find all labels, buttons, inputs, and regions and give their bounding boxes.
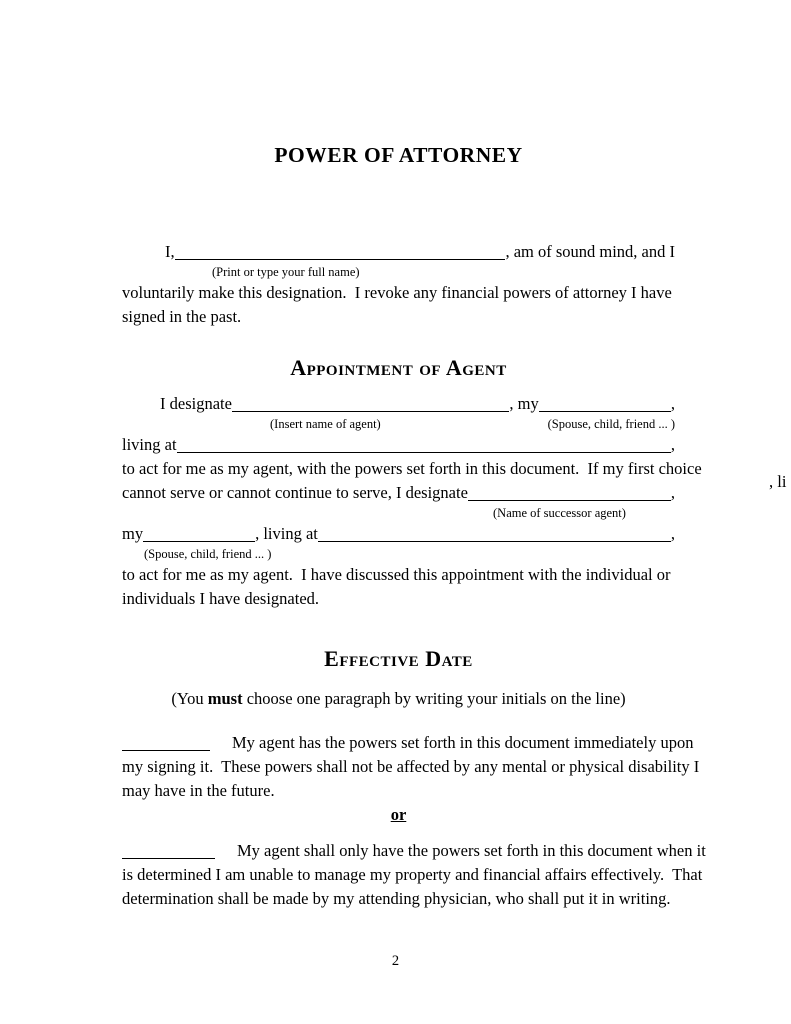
option2-text-1: My agent shall only have the powers set forth in this document when it	[237, 841, 706, 860]
successor-relationship-line	[122, 522, 675, 546]
successor-relationship-hint-row	[122, 546, 675, 563]
my-prefix: my	[122, 524, 144, 543]
designate-mid: , my	[509, 394, 539, 413]
intro-hint-row	[212, 264, 675, 281]
instruction-pre: (You	[171, 689, 208, 708]
principal-name-blank[interactable]	[175, 259, 506, 260]
option2-initials-blank[interactable]	[122, 858, 215, 859]
discussed-line-1: to act for me as my agent. I have discussed this appointment with the individual or	[122, 565, 671, 584]
agent-hints-row	[122, 416, 675, 433]
principal-name-hint: (Print or type your full name)	[212, 265, 360, 279]
designate-suffix: ,	[670, 394, 675, 413]
successor-hint-row	[122, 505, 675, 522]
my-mid: , living at	[255, 524, 318, 543]
or-separator: or	[390, 805, 407, 824]
option2-line-1	[122, 839, 706, 863]
clipped-text-fragment: , li	[769, 472, 787, 491]
successor-line	[122, 481, 675, 505]
living-prefix: living at	[122, 435, 177, 454]
agent-name-blank[interactable]	[232, 411, 509, 412]
designate-line	[122, 392, 675, 416]
option1-text-1: My agent has the powers set forth in this document immediately upon	[232, 733, 694, 752]
instruction-post: choose one paragraph by writing your initials on the line)	[242, 689, 626, 708]
intro-line-1	[122, 240, 675, 264]
option1-line-1	[122, 731, 694, 755]
successor-address-blank[interactable]	[318, 541, 671, 542]
effective-date-heading: Effective Date	[324, 646, 473, 671]
option2-paragraph	[122, 839, 706, 911]
successor-agent-name-blank[interactable]	[468, 500, 671, 501]
intro-prefix: I,	[165, 242, 175, 261]
successor-prefix: cannot serve or cannot continue to serve, I designate	[122, 483, 468, 502]
option1-paragraph	[122, 731, 700, 803]
discussed-line-2: individuals I have designated.	[122, 589, 320, 608]
successor-suffix: ,	[670, 483, 675, 502]
option1-line-2: my signing it. These powers shall not be affected by any mental or physical disability I	[122, 757, 700, 776]
powers-line: to act for me as my agent, with the powers set forth in this document. If my first choice	[122, 459, 702, 478]
appointment-heading: Appointment of Agent	[290, 355, 507, 380]
designate-prefix: I designate	[160, 394, 232, 413]
page-number: 2	[391, 953, 400, 969]
instruction-must: must	[207, 689, 243, 708]
agent-name-hint: (Insert name of agent)	[270, 417, 381, 431]
agent-relationship-hint: (Spouse, child, friend ... )	[547, 417, 675, 431]
successor-name-hint: (Name of successor agent)	[493, 506, 626, 520]
agent-address-blank[interactable]	[177, 452, 671, 453]
document-content	[0, 140, 791, 911]
agent-relationship-blank[interactable]	[539, 411, 671, 412]
living-suffix: ,	[670, 435, 675, 454]
option2-line-3: determination shall be made by my attending physician, who shall put it in writing.	[122, 889, 671, 908]
option1-line-3: may have in the future.	[122, 781, 275, 800]
intro-paragraph	[122, 240, 675, 329]
intro-line-3: signed in the past.	[122, 307, 242, 326]
option1-initials-blank[interactable]	[122, 750, 210, 751]
effective-instruction	[122, 687, 675, 711]
living-at-line	[122, 433, 675, 457]
document-title: POWER OF ATTORNEY	[274, 143, 523, 167]
intro-suffix: , am of sound mind, and I	[505, 242, 675, 261]
my-suffix: ,	[670, 524, 675, 543]
successor-relationship-hint: (Spouse, child, friend ... )	[144, 547, 272, 561]
intro-line-2: voluntarily make this designation. I revoke any financial powers of attorney I have	[122, 283, 672, 302]
successor-relationship-blank[interactable]	[143, 541, 255, 542]
option2-line-2: is determined I am unable to manage my property and financial affairs effectively. That	[122, 865, 703, 884]
appointment-paragraph	[122, 392, 702, 611]
